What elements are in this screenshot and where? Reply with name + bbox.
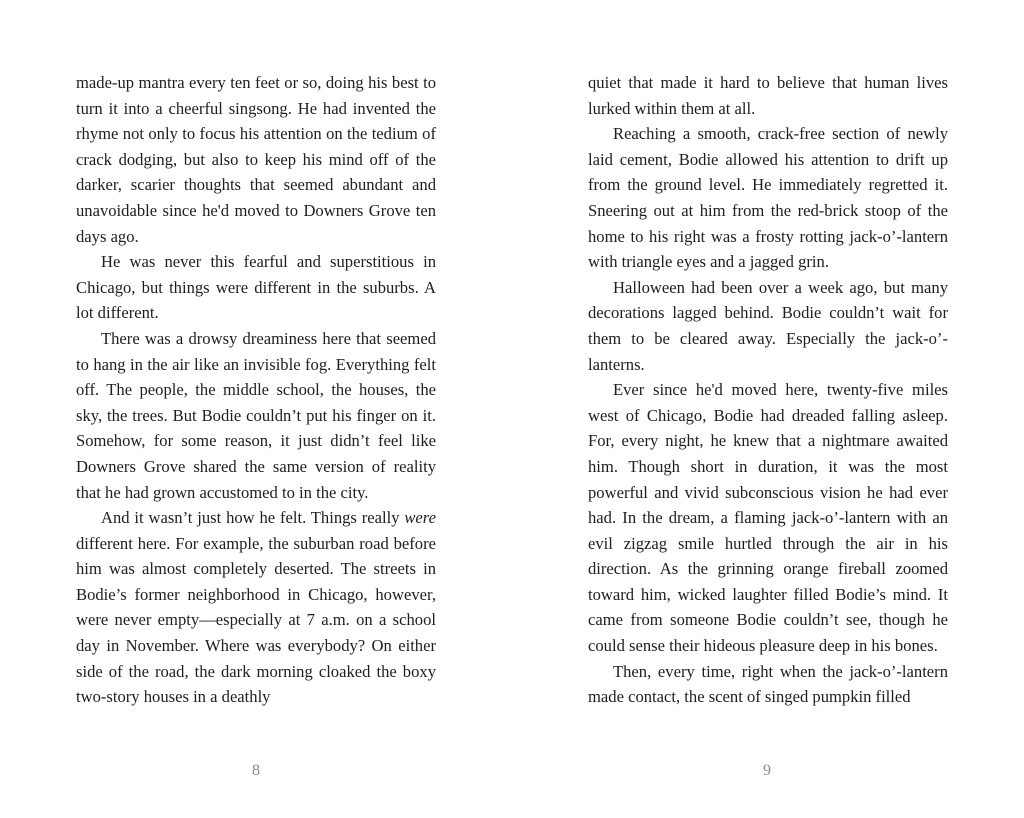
right-page <box>588 70 948 710</box>
paragraph: Ever since he'd moved here, twenty-five miles west of Chicago, Bodie had dreaded falling asleep. For, every night, he knew that a nightmare awaited him. Though short in duration, it was the most powerful and vivid subconscious vision he had ever had. In the dream, a flaming jack-o’-lantern with an evil zigzag smile hurtled through the air in his direction. As the grinning orange fireball zoomed toward him, wicked laughter filled Bodie’s mind. It came from someone Bodie couldn’t see, though he could sense their hideous pleasure deep in his bones. <box>588 380 948 656</box>
paragraph: Then, every time, right when the jack-o’-lantern made contact, the scent of singed pumpkin filled <box>588 661 948 707</box>
left-page <box>76 70 436 710</box>
paragraph: Reaching a smooth, crack-free section of newly laid cement, Bodie allowed his attention to drift up from the ground level. He immediately regretted it. Sneering out at him from the red-brick stoop of the home to his right was a frosty rotting jack-o’-lantern with triangle eyes and a jagged grin. <box>588 124 948 272</box>
page-number-left: 8 <box>252 762 260 779</box>
text-run: And it wasn’t just how he felt. Things really <box>101 508 405 528</box>
paragraph: made-up mantra every ten feet or so, doing his best to turn it into a cheerful singsong. He had invented the rhyme not only to focus his attention on the tedium of crack dodging, but also to keep his mind off of the darker, scarier thoughts that seemed abundant and unavoidable since he'd moved to Downers Grove ten days ago. <box>76 73 436 246</box>
paragraph: He was never this fearful and superstitious in Chicago, but things were different in the suburbs. A lot different. <box>76 252 436 323</box>
text-run: different here. For example, the suburban road before him was almost completely deserted. The streets in Bodie’s former neighborhood in Chicago, however, were never empty—especially at 7 a.m. on a school day in November. Where was everybody? On either side of the road, the dark morning cloaked the boxy two-story houses in a deathly <box>76 533 436 707</box>
emphasis-text: were <box>404 508 436 528</box>
page-number-right: 9 <box>763 762 771 779</box>
paragraph: There was a drowsy dreaminess here that seemed to hang in the air like an invisible fog. Everything felt off. The people, the middle school, the houses, the sky, the trees. But Bodie couldn’t put his finger on it. Somehow, for some reason, it just didn’t feel like Downers Grove shared the same version of reality that he had grown accustomed to in the city. <box>76 328 436 502</box>
paragraph: quiet that made it hard to believe that human lives lurked within them at all. <box>588 73 948 118</box>
paragraph: Halloween had been over a week ago, but many decorations lagged behind. Bodie couldn’t wait for them to be cleared away. Especially the jack-o’-lanterns. <box>588 277 948 374</box>
paragraph <box>76 505 436 710</box>
